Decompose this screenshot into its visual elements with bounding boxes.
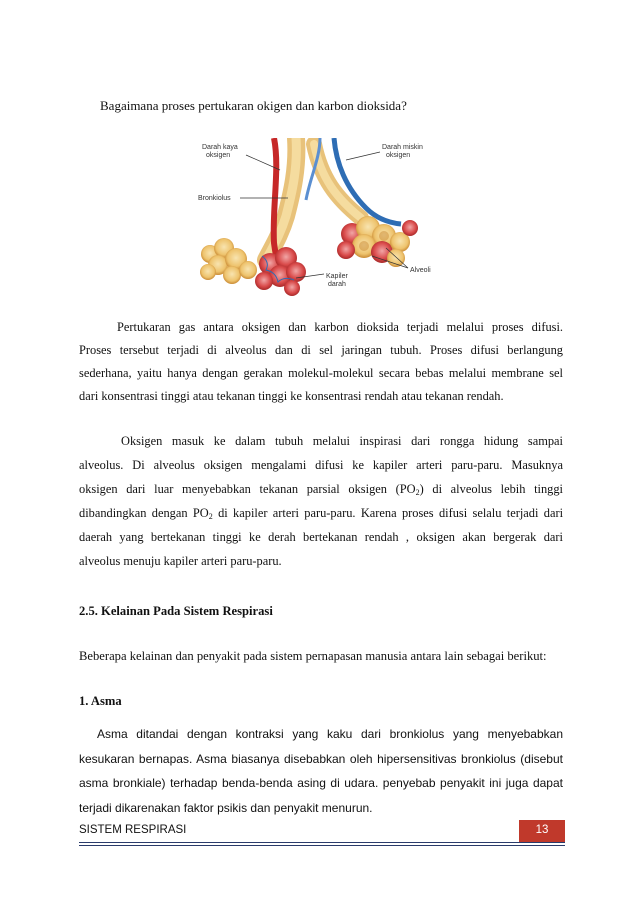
para2-line3-a: oksigen dari luar menyebabkan tekanan parsial oksigen (PO <box>79 482 416 496</box>
label-bronkiolus: Bronkiolus <box>198 195 231 202</box>
para2-line1: Oksigen masuk ke dalam tubuh melalui inspirasi dari rongga hidung sampai <box>121 434 563 448</box>
page-number: 13 <box>535 824 549 836</box>
para2-line4 <box>79 502 563 526</box>
asma-line2: kesukaran bernapas. Asma biasanya disebabkan oleh hipersensitivas bronkiolus (disebut <box>79 752 563 766</box>
label-darah-miskin-line2: oksigen <box>386 152 411 159</box>
para2-line4-b: di kapiler arteri paru-paru. Karena proses difusi selalu terjadi dari <box>212 506 564 520</box>
label-alveoli: Alveoli <box>410 267 431 274</box>
label-darah-miskin: Darah miskin <box>382 144 423 151</box>
footer-rule-thin <box>79 845 565 846</box>
asma-line1: Asma ditandai dengan kontraksi yang kaku dari bronkiolus yang menyebabkan <box>97 727 563 741</box>
label-darah-kaya-line2: oksigen <box>206 152 231 159</box>
para1-line1: Pertukaran gas antara oksigen dan karbon dioksida terjadi melalui proses difusi. <box>117 320 563 334</box>
subscript-2a: 2 <box>415 488 420 497</box>
para1-line4: dari konsentrasi tinggi atau tekanan tinggi ke konsentrasi rendah atau tekanan rendah. <box>79 389 504 403</box>
para2-line2: alveolus. Di alveolus oksigen mengalami difusi ke kapiler arteri paru-paru. Masuknya <box>79 458 563 472</box>
para2-line3 <box>79 478 563 502</box>
para2-line4-a: dibandingkan dengan PO <box>79 506 209 520</box>
intro-text: Beberapa kelainan dan penyakit pada sistem pernapasan manusia antara lain sebagai berikut: <box>79 649 547 663</box>
asma-line3: asma bronkiale) terhadap benda-benda asing di udara. penyebab penyakit ini juga dapat <box>79 776 563 790</box>
subscript-2b: 2 <box>208 512 213 521</box>
para1-line3: sederhana, yaitu hanya dengan gerakan molekul-molekul secara bebas melalui membrane sel <box>79 366 563 380</box>
page-number-box <box>518 820 565 842</box>
footer-rule <box>79 842 565 843</box>
question-text: Bagaimana proses pertukaran okigen dan karbon dioksida? <box>100 98 407 113</box>
section-heading: 2.5. Kelainan Pada Sistem Respirasi <box>79 604 273 618</box>
footer-title: SISTEM RESPIRASI <box>79 824 187 836</box>
alveoli-illustration <box>196 138 458 298</box>
label-darah-kaya: Darah kaya <box>202 144 238 151</box>
para2-line3-b: ) di alveolus lebih tinggi <box>419 482 563 496</box>
item-heading-asma: 1. Asma <box>79 694 122 708</box>
page-footer <box>79 820 565 842</box>
para2-line5: daerah yang bertekanan tinggi ke derah bertekanan rendah , oksigen akan bergerak dari <box>79 530 563 544</box>
asma-line4: terjadi dikarenakan faktor psikis dan penyakit menurun. <box>79 801 373 815</box>
para1-line2: Proses tersebut terjadi di alveolus dan di sel jaringan tubuh. Proses difusi berlangung <box>79 343 563 357</box>
para2-line6: alveolus menuju kapiler arteri paru-paru. <box>79 554 282 568</box>
label-kapiler: Kapiler <box>326 273 348 280</box>
label-kapiler-line2: darah <box>328 281 346 288</box>
